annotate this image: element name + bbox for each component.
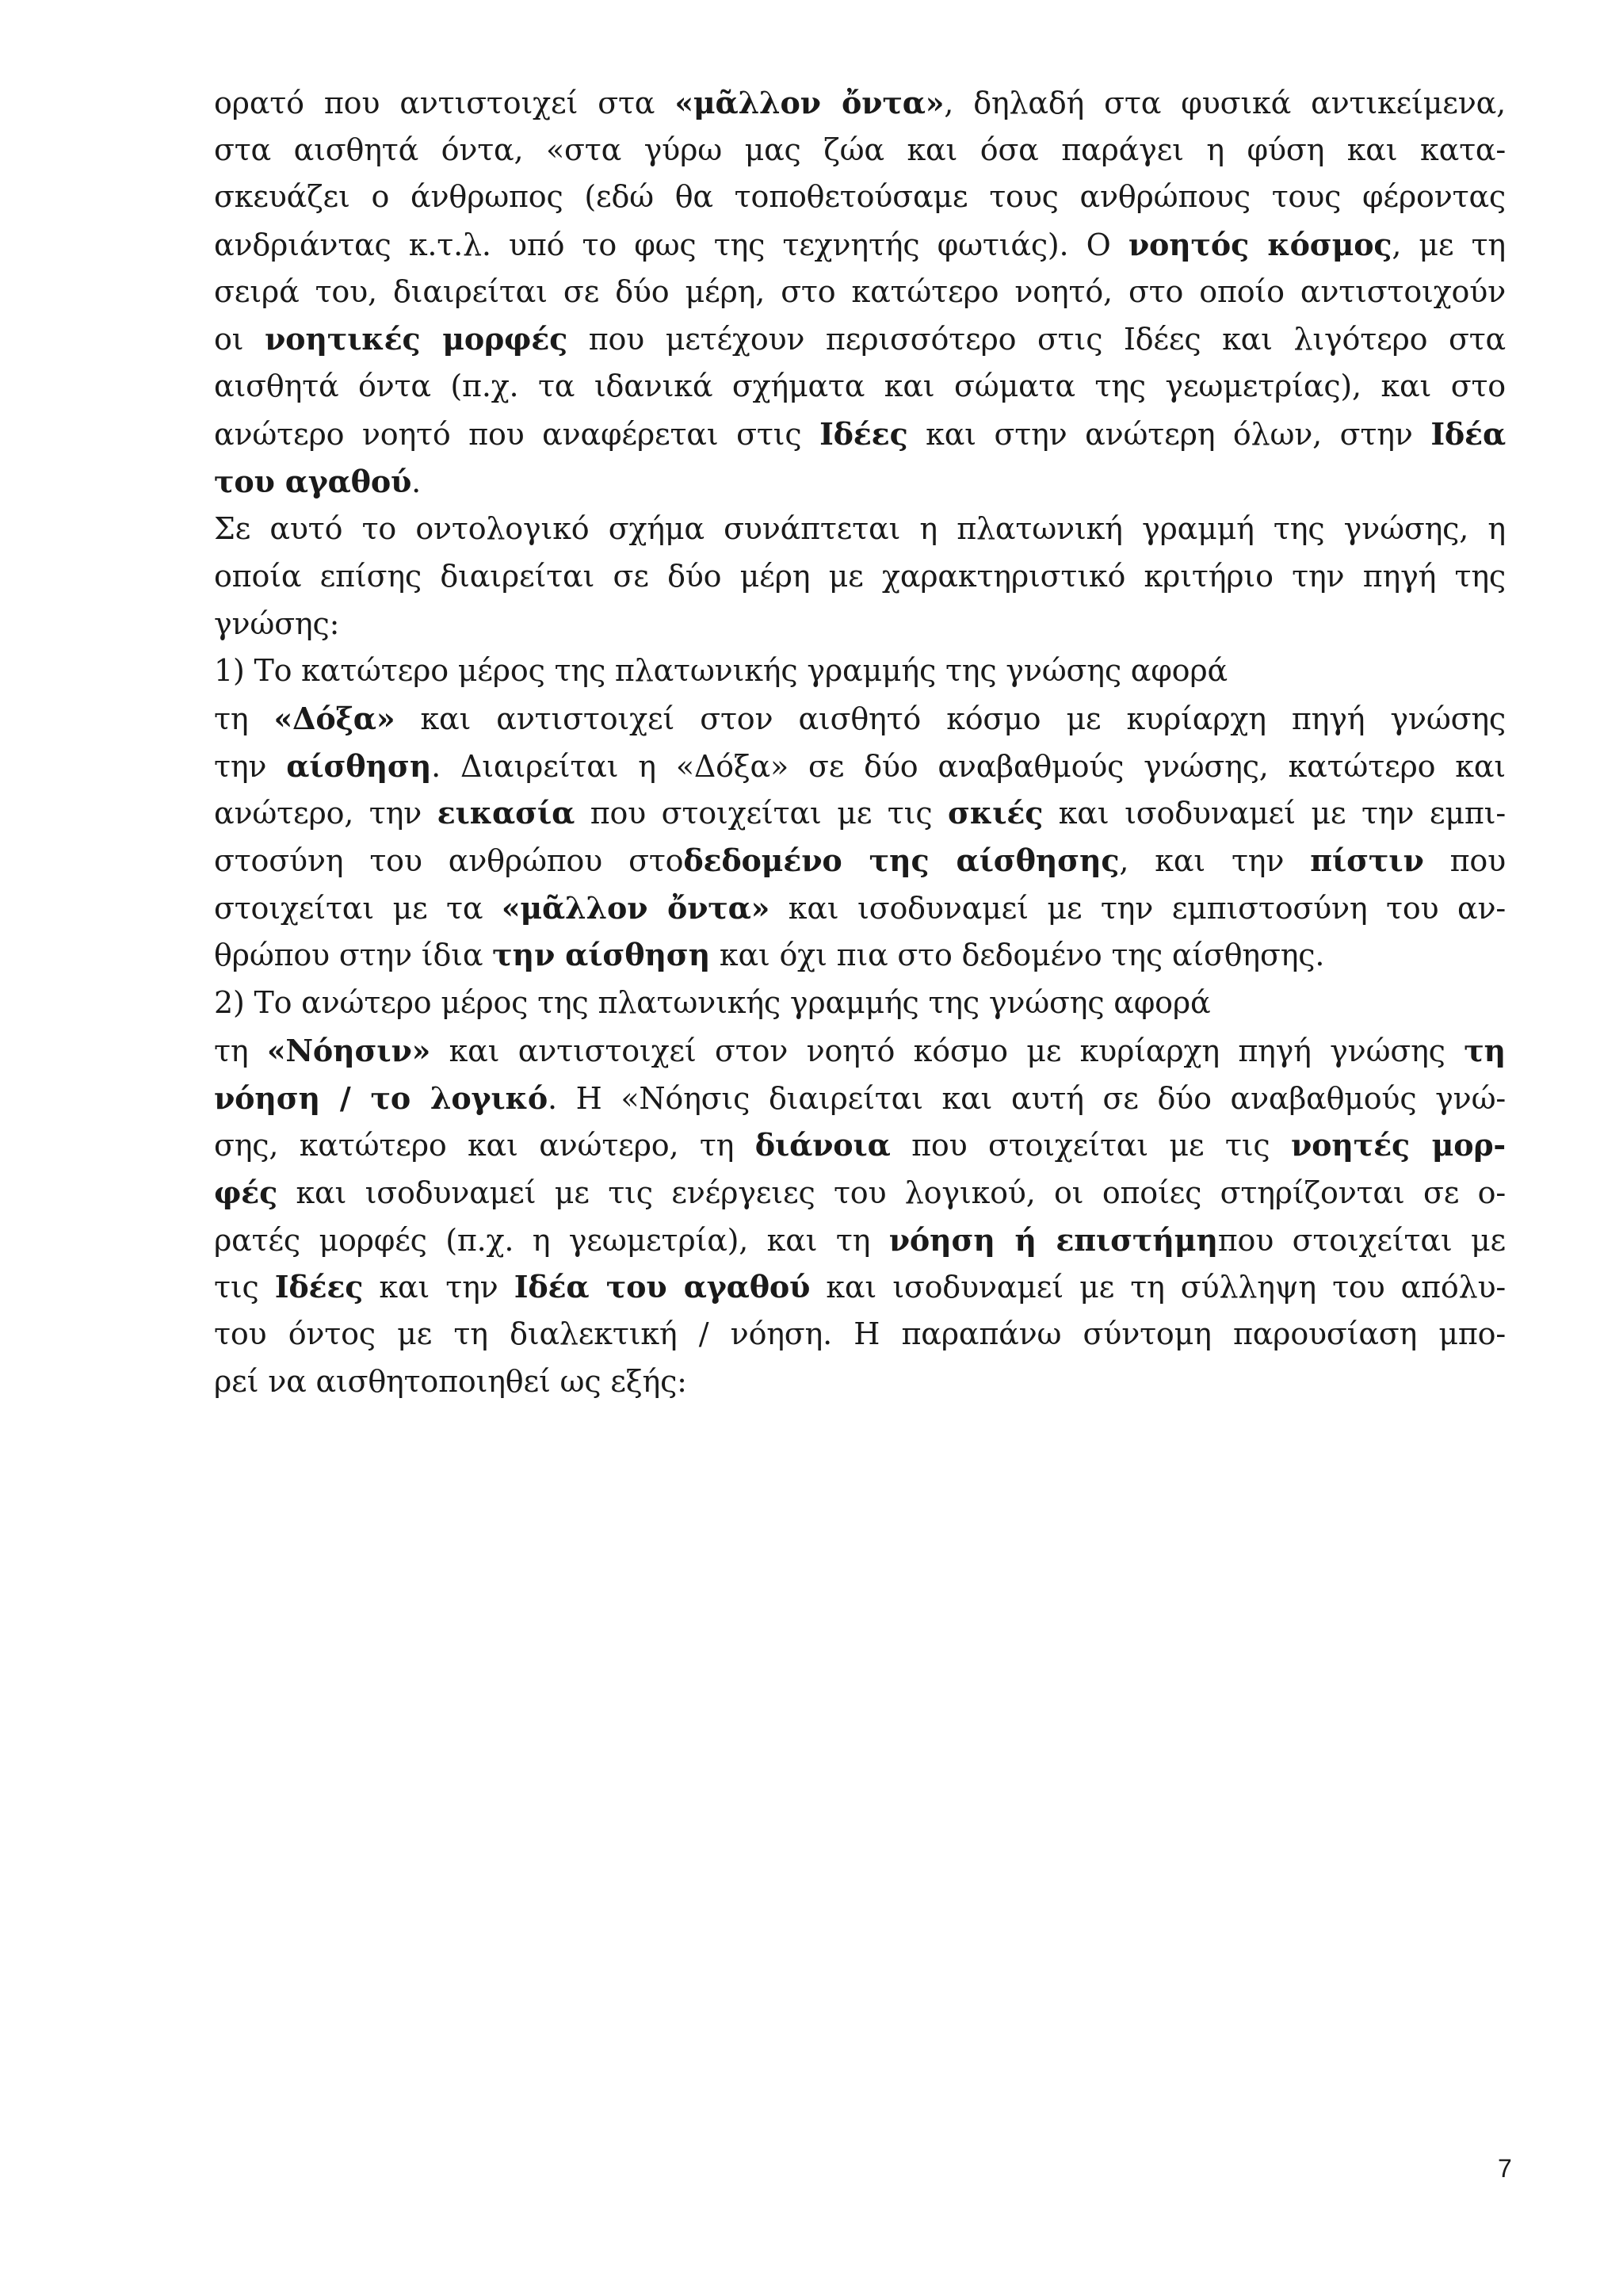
bold-term: Ιδέα [1430,415,1506,452]
text-line [214,506,1506,553]
bold-term: νόηση ή επιστήμη [888,1221,1218,1258]
text-run: τις [214,1270,275,1305]
text-run: και ισοδυναμεί με την εμπι- [1043,796,1506,831]
text-run: που [1423,843,1506,879]
bold-term: Ιδέες [819,415,908,452]
bold-term: νόηση / το λογικό [214,1079,548,1116]
text-run: , με τη [1392,227,1506,263]
text-run: στα αισθητά όντα, «στα γύρω μας ζώα και όσα παράγει η φύση και κατα- [214,132,1506,167]
text-run: . Διαιρείται η «Δόξα» σε δύο αναβαθμούς γνώσης, κατώτερο και [431,748,1506,784]
text-run: σειρά του, διαιρείται σε δύο μέρη, στο κατώτερο νοητό, στο οποίο αντιστοιχούν [214,273,1506,309]
text-line [214,743,1506,790]
text-run: στοιχείται με τα [214,890,502,926]
text-run: ρατές μορφές (π.χ. η γεωμετρία), και τη [214,1222,889,1258]
text-line [214,363,1506,411]
text-line [214,127,1506,174]
text-run: του όντος με τη διαλεκτική / νόηση. Η παραπάνω σύντομη παρουσίαση μπο- [214,1316,1506,1351]
text-line [214,648,1506,695]
bold-term: διάνοια [754,1127,891,1163]
bold-term: νοητές μορ- [1291,1127,1506,1163]
bold-term: νοητικές μορφές [265,321,568,357]
text-run: τη [214,701,274,736]
bold-term: του αγαθού [214,463,412,499]
text-line [214,269,1506,316]
text-run: ορατό που αντιστοιχεί στα [214,86,675,120]
text-run: που μετέχουν περισσότερο στις Ιδέες και λιγότερο στα [567,322,1506,357]
text-run: και ισοδυναμεί με την εμπιστοσύνη του αν- [769,890,1506,926]
bold-term: Ιδέες [274,1269,364,1305]
text-line [214,884,1506,932]
text-run: και ισοδυναμεί με τη σύλληψη του απόλυ- [810,1270,1506,1305]
text-line [214,315,1506,363]
text-run: αισθητά όντα (π.χ. τα ιδανικά σχήματα και σώματα της γεωμετρίας), και στο [214,369,1506,404]
text-run: την [214,748,287,784]
text-line [214,174,1506,221]
text-run: και στην ανώτερη όλων, στην [907,416,1431,452]
text-line [214,601,1506,648]
text-line [214,837,1506,884]
bold-term: Ιδέα του αγαθού [514,1269,811,1305]
text-run: γνώσης: [214,606,340,641]
text-line [214,221,1506,269]
bold-term: φές [214,1174,278,1210]
text-line [214,411,1506,458]
text-run: και την [363,1270,514,1305]
text-line [214,789,1506,837]
text-line [214,458,1506,506]
bold-term: την αίσθηση [492,937,711,973]
text-run: σκευάζει ο άνθρωπος (εδώ θα τοποθετούσαμε τους ανθρώπους τους φέροντας [214,179,1506,215]
text-line [214,1217,1506,1264]
text-run: ανδριάντας κ.τ.λ. υπό το φως της τεχνητής φωτιάς). Ο [214,227,1128,263]
text-line [214,1075,1506,1122]
text-run: . Η «Νόησις διαιρείται και αυτή σε δύο αναβαθμούς γνώ- [548,1080,1506,1116]
bold-term: «Δόξα» [273,700,395,736]
text-run: ανώτερο νοητό που αναφέρεται στις [214,416,820,452]
text-line [214,79,1506,127]
text-run: 2) Το ανώτερο μέρος της πλατωνικής γραμμής της γνώσης αφορά [214,985,1211,1021]
text-run: 1) Το κατώτερο μέρος της πλατωνικής γραμμής της γνώσης αφορά [214,653,1228,689]
text-line [214,553,1506,601]
text-run: και αντιστοιχεί στον αισθητό κόσμο με κυρίαρχη πηγή γνώσης [395,701,1506,736]
bold-term: νοητός κόσμος [1128,227,1392,263]
text-run: οι [214,322,265,357]
bold-term: αίσθηση [286,747,432,784]
text-run: . [411,464,422,499]
bold-term: εικασία [437,795,575,831]
text-run: οποία επίσης διαιρείται σε δύο μέρη με χαρακτηριστικό κριτήριο την πηγή της [214,558,1506,594]
text-run: τη [214,1033,267,1068]
text-line [214,980,1506,1027]
bold-term: δεδομένο της αίσθησης [683,842,1120,879]
text-run: που στοιχείται με [1217,1222,1506,1258]
bold-term: «Νόησιν» [266,1032,431,1068]
text-run: ρεί να αισθητοποιηθεί ως εξής: [214,1363,687,1399]
body-text [214,79,1506,1405]
bold-term: «μᾶλλον ὄντα» [501,889,770,926]
text-run: που στοιχείται με τις [890,1128,1291,1163]
bold-term: «μᾶλλον ὄντα» [674,85,945,120]
bold-term: πίστιν [1310,842,1424,879]
text-line [214,1263,1506,1311]
text-run: σης, κατώτερο και ανώτερο, τη [214,1128,755,1163]
text-line [214,931,1506,980]
text-line [214,1121,1506,1169]
text-run: ανώτερο, την [214,796,437,831]
text-run: και όχι πια στο δεδομένο της αίσθησης. [710,938,1325,973]
text-run: στοσύνη του ανθρώπου στο [214,843,684,879]
bold-term: σκιές [948,795,1044,831]
page-number: 7 [1498,2154,1512,2183]
text-run: και ισοδυναμεί με τις ενέργειες του λογικού, οι οποίες στηρίζονται σε ο- [277,1175,1506,1210]
bold-term: τη [1464,1032,1506,1068]
text-run: Σε αυτό το οντολογικό σχήμα συνάπτεται η πλατωνική γραμμή της γνώσης, η [214,511,1506,547]
text-run: θρώπου στην ίδια [214,938,493,973]
text-run: που στοιχείται με τις [575,796,949,831]
text-run: και αντιστοιχεί στον νοητό κόσμο με κυρίαρχη πηγή γνώσης [430,1033,1465,1068]
text-run: , δηλαδή στα φυσικά αντικείμενα, [944,86,1506,120]
text-line [214,1311,1506,1358]
text-line [214,1169,1506,1217]
text-line [214,1358,1506,1406]
text-run: , και την [1119,843,1311,879]
text-line [214,695,1506,743]
text-line [214,1027,1506,1075]
